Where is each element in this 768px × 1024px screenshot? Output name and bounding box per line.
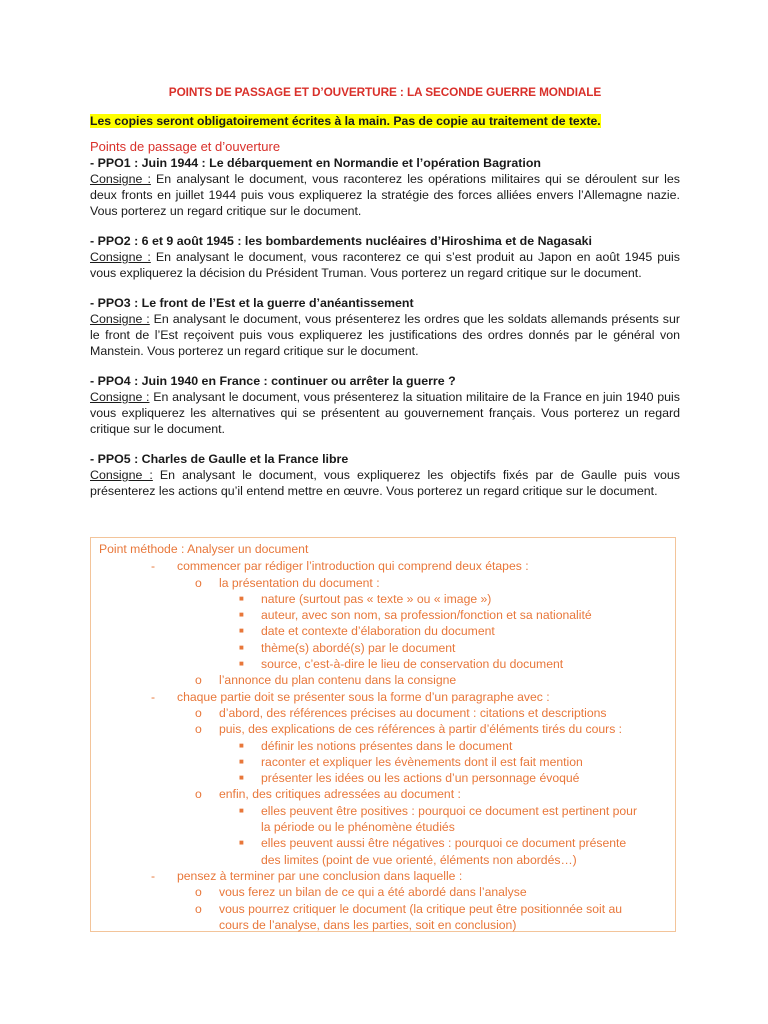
method-step: [99, 558, 667, 574]
method-detail: [99, 803, 667, 819]
ppo-heading: - PPO4 : Juin 1940 en France : continuer ou arrêter la guerre ?: [90, 374, 456, 388]
method-substep-continuation: [99, 917, 667, 933]
square-bullet-icon: ■: [239, 610, 244, 620]
method-detail-continuation: [99, 852, 667, 868]
consigne-label: Consigne :: [90, 390, 150, 404]
method-detail: [99, 656, 667, 672]
square-bullet-icon: ■: [239, 626, 244, 636]
ppo-instruction-text: En analysant le document, vous présenterez la situation militaire de la France en juin 1940 puis vous expliquerez les alternatives qui se présentent au gouvernement français. Vous porterez un regard critique sur le document.: [90, 390, 680, 436]
circle-bullet-icon: o: [195, 901, 202, 916]
method-substep-text: l’annonce du plan contenu dans la consigne: [219, 673, 457, 688]
square-bullet-icon: ■: [239, 756, 244, 766]
ppo-instruction: [90, 467, 680, 499]
method-substep: [99, 721, 667, 737]
method-detail-text: des limites (point de vue orienté, éléments non abordés…): [261, 852, 577, 867]
consigne-label: Consigne :: [90, 312, 150, 326]
method-detail-text: présenter les idées ou les actions d’un personnage évoqué: [261, 771, 580, 786]
method-substep-text: vous pourrez critiquer le document (la critique peut être positionnée soit au: [219, 901, 623, 916]
method-substep: [99, 901, 667, 917]
method-detail-text: la période ou le phénomène étudiés: [261, 820, 455, 835]
method-substep-text: vous ferez un bilan de ce qui a été abordé dans l’analyse: [219, 885, 527, 900]
method-detail-text: elles peuvent aussi être négatives : pourquoi ce document présente: [261, 836, 627, 851]
method-step-text: chaque partie doit se présenter sous la forme d’un paragraphe avec :: [177, 689, 550, 704]
method-substep-text: cours de l’analyse, dans les parties, soit en conclusion): [219, 917, 517, 932]
method-substep: [99, 786, 667, 802]
ppo-instruction: [90, 311, 680, 359]
square-bullet-icon: ■: [239, 740, 244, 750]
method-substep-text: puis, des explications de ces références à partir d’éléments tirés du cours :: [219, 722, 623, 737]
method-list: [99, 558, 667, 933]
square-bullet-icon: ■: [239, 773, 244, 783]
ppo-heading: - PPO2 : 6 et 9 août 1945 : les bombardements nucléaires d’Hiroshima et de Nagasaki: [90, 234, 593, 248]
circle-bullet-icon: o: [195, 575, 202, 590]
circle-bullet-icon: o: [195, 722, 202, 737]
ppo-block-3: [90, 295, 680, 359]
ppo-heading: - PPO3 : Le front de l’Est et la guerre d’anéantissement: [90, 296, 414, 310]
dash-bullet-icon: -: [151, 689, 156, 704]
method-detail-text: définir les notions présentes dans le document: [261, 738, 513, 753]
method-detail: [99, 591, 667, 607]
method-substep-text: enfin, des critiques adressées au document :: [219, 787, 461, 802]
consigne-label: Consigne :: [90, 172, 151, 186]
method-step-text: pensez à terminer par une conclusion dans laquelle :: [177, 868, 463, 883]
document-page: [90, 84, 680, 513]
consigne-label: Consigne :: [90, 468, 153, 482]
method-substep: [99, 705, 667, 721]
square-bullet-icon: ■: [239, 593, 244, 603]
method-detail: [99, 770, 667, 786]
dash-bullet-icon: -: [151, 559, 156, 574]
ppo-instruction: [90, 389, 680, 437]
method-detail: [99, 754, 667, 770]
ppo-block-2: [90, 233, 680, 281]
ppo-instruction-text: En analysant le document, vous raconterez les opérations militaires qui se déroulent sur les deux fronts en juillet 1944 puis vous expliquerez la stratégie des forces alliées envers l’Allemagne nazie. Vous porterez un regard critique sur le document.: [90, 172, 680, 218]
ppo-instruction: [90, 171, 680, 219]
ppo-instruction-text: En analysant le document, vous expliquerez les objectifs fixés par de Gaulle puis vous présenterez les actions qu’il entend mettre en œuvre. Vous porterez un regard critique sur le document.: [90, 468, 680, 498]
method-step-text: commencer par rédiger l’introduction qui comprend deux étapes :: [177, 559, 529, 574]
method-step: [99, 689, 667, 705]
method-substep: [99, 575, 667, 591]
method-detail-text: source, c’est-à-dire le lieu de conservation du document: [261, 657, 564, 672]
method-detail: [99, 607, 667, 623]
section-title: Points de passage et d’ouverture: [90, 139, 281, 154]
ppo-block-1: [90, 155, 680, 219]
method-detail-text: raconter et expliquer les évènements dont il est fait mention: [261, 754, 583, 769]
method-detail: [99, 623, 667, 639]
ppo-heading: - PPO5 : Charles de Gaulle et la France libre: [90, 452, 349, 466]
method-title: Point méthode : Analyser un document: [99, 542, 309, 556]
method-substep-text: d’abord, des références précises au document : citations et descriptions: [219, 705, 607, 720]
notice-highlight: Les copies seront obligatoirement écrites à la main. Pas de copie au traitement de texte.: [90, 114, 601, 128]
page-title: POINTS DE PASSAGE ET D’OUVERTURE : LA SECONDE GUERRE MONDIALE: [168, 85, 602, 99]
circle-bullet-icon: o: [195, 705, 202, 720]
square-bullet-icon: ■: [239, 659, 244, 669]
notice: [90, 113, 680, 129]
dash-bullet-icon: -: [151, 868, 156, 883]
ppo-instruction: [90, 249, 680, 281]
method-detail-text: elles peuvent être positives : pourquoi ce document est pertinent pour: [261, 803, 638, 818]
method-detail-text: date et contexte d’élaboration du document: [261, 624, 495, 639]
consigne-label: Consigne :: [90, 250, 151, 264]
method-detail: [99, 640, 667, 656]
method-detail-continuation: [99, 819, 667, 835]
method-substep-text: la présentation du document :: [219, 575, 380, 590]
method-detail: [99, 738, 667, 754]
ppo-instruction-text: En analysant le document, vous raconterez ce qui s’est produit au Japon en août 1945 puis vous expliquerez la décision du Président Truman. Vous porterez un regard critique sur le document.: [90, 250, 680, 280]
method-detail-text: auteur, avec son nom, sa profession/fonction et sa nationalité: [261, 608, 592, 623]
square-bullet-icon: ■: [239, 838, 244, 848]
circle-bullet-icon: o: [195, 885, 202, 900]
method-box: [90, 537, 676, 932]
square-bullet-icon: ■: [239, 805, 244, 815]
method-step: [99, 868, 667, 884]
ppo-block-5: [90, 451, 680, 499]
square-bullet-icon: ■: [239, 642, 244, 652]
ppo-instruction-text: En analysant le document, vous présenterez les ordres que les soldats allemands présents sur le front de l’Est reçoivent puis vous expliquerez les justifications des ordres donnés par le général von Manstein. Vous porterez un regard critique sur le document.: [90, 312, 680, 358]
circle-bullet-icon: o: [195, 787, 202, 802]
circle-bullet-icon: o: [195, 673, 202, 688]
method-detail-text: thème(s) abordé(s) par le document: [261, 640, 456, 655]
ppo-heading: - PPO1 : Juin 1944 : Le débarquement en Normandie et l’opération Bagration: [90, 156, 541, 170]
method-substep: [99, 884, 667, 900]
method-detail-text: nature (surtout pas « texte » ou « image »): [261, 591, 492, 606]
method-substep: [99, 672, 667, 688]
ppo-block-4: [90, 373, 680, 437]
method-detail: [99, 835, 667, 851]
